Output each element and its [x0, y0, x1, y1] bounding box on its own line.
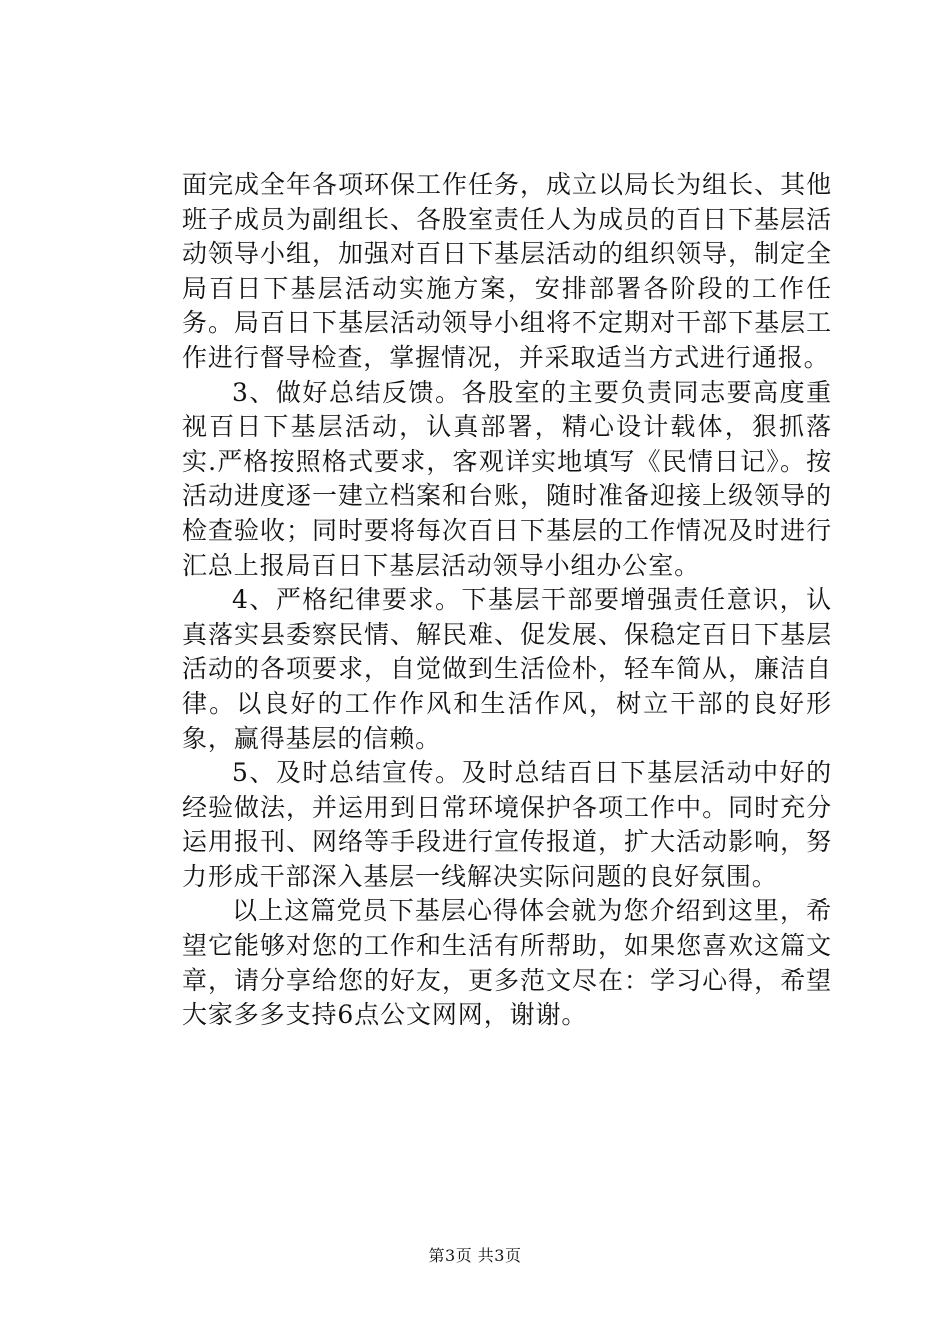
page-footer: 第3页 共3页: [428, 1246, 522, 1265]
paragraph-5: 以上这篇党员下基层心得体会就为您介绍到这里，希望它能够对您的工作和生活有所帮助，如果您喜欢这篇文章，请分享给您的好友，更多范文尽在：学习心得，希望大家多多支持6点公文网网，谢谢。: [182, 896, 832, 1030]
paragraph-1: 面完成全年各项环保工作任务，成立以局长为组长、其他班子成员为副组长、各股室责任人为成员的百日下基层活动领导小组，加强对百日下基层活动的组织领导，制定全局百日下基层活动实施方案，安排部署各阶段的工作任务。局百日下基层活动领导小组将不定期对干部下基层工作进行督导检查，掌握情况，并采取适当方式进行通报。: [182, 170, 832, 372]
document-body: [182, 168, 832, 1033]
paragraph-4: 5、及时总结宣传。及时总结百日下基层活动中好的经验做法，并运用到日常环境保护各项工作中。同时充分运用报刊、网络等手段进行宣传报道，扩大活动影响，努力形成干部深入基层一线解决实际问题的良好氛围。: [182, 758, 832, 891]
paragraph-3: 4、严格纪律要求。下基层干部要增强责任意识，认真落实县委察民情、解民难、促发展、保稳定百日下基层活动的各项要求，自觉做到生活俭朴，轻车简从，廉洁自律。以良好的工作作风和生活作风，树立干部的良好形象，赢得基层的信赖。: [182, 585, 832, 753]
paragraph-2: 3、做好总结反馈。各股室的主要负责同志要高度重视百日下基层活动，认真部署，精心设计载体，狠抓落实.严格按照格式要求，客观详实地填写《民情日记》。按活动进度逐一建立档案和台账，随时准备迎接上级领导的检查验收；同时要将每次百日下基层的工作情况及时进行汇总上报局百日下基层活动领导小组办公室。: [182, 377, 832, 580]
